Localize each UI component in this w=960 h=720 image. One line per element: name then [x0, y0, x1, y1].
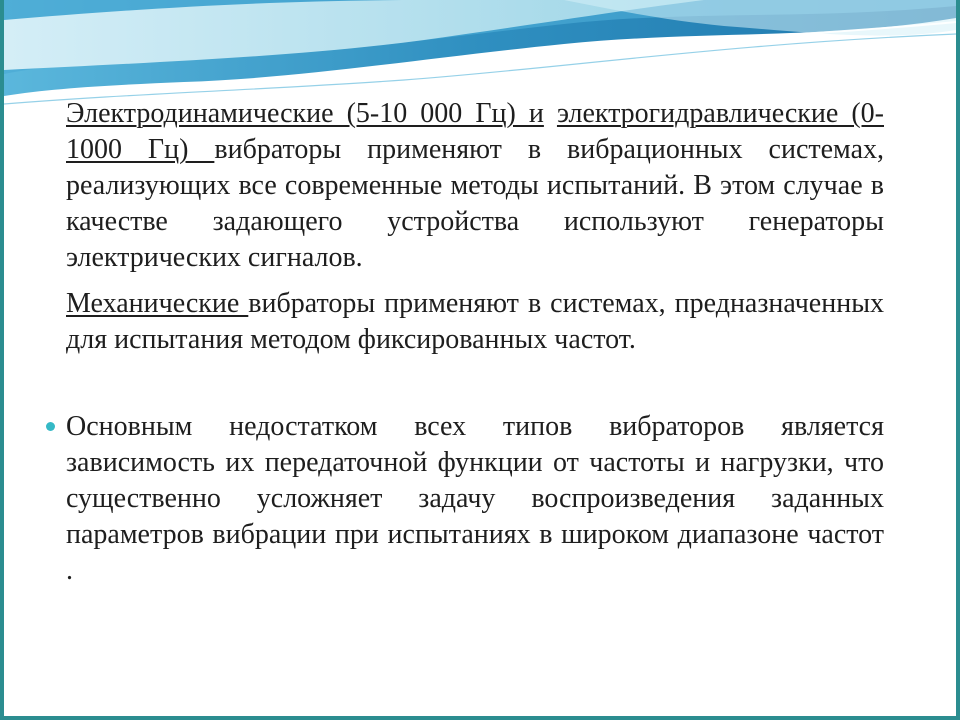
paragraph-electrodynamic — [66, 96, 884, 276]
paragraph-electrodynamic-text: вибраторы применяют в вибрационных системах, реализующих все современные методы испытаний. В этом случае в качестве задающего устройства используют генераторы электрических сигналов. — [66, 134, 885, 273]
underlined-term-mechanical: Механические — [66, 288, 249, 319]
paragraph-drawback-text: Основным недостатком всех типов вибраторов является зависимость их передаточной функции от частоты и нагрузки, что существенно усложняет задачу воспроизведения заданных параметров вибрации при испытаниях в широком диапазоне частот . — [66, 411, 884, 586]
paragraph-mechanical — [66, 286, 884, 358]
slide-content — [66, 96, 884, 589]
paragraph-mechanical-text: вибраторы применяют в системах, предназначенных для испытания методом фиксированных частот. — [66, 288, 885, 355]
slide-panel — [4, 0, 956, 716]
underlined-term-electrohydraulic: электрогидравлические (0-1000 Гц) — [66, 98, 884, 165]
bullet-dot-icon — [46, 422, 55, 431]
wave-header-graphic — [4, 0, 956, 110]
bullet-paragraph-drawback — [66, 409, 884, 589]
underlined-term-electrodynamic: Электродинамические (5-10 000 Гц) и — [66, 98, 544, 129]
